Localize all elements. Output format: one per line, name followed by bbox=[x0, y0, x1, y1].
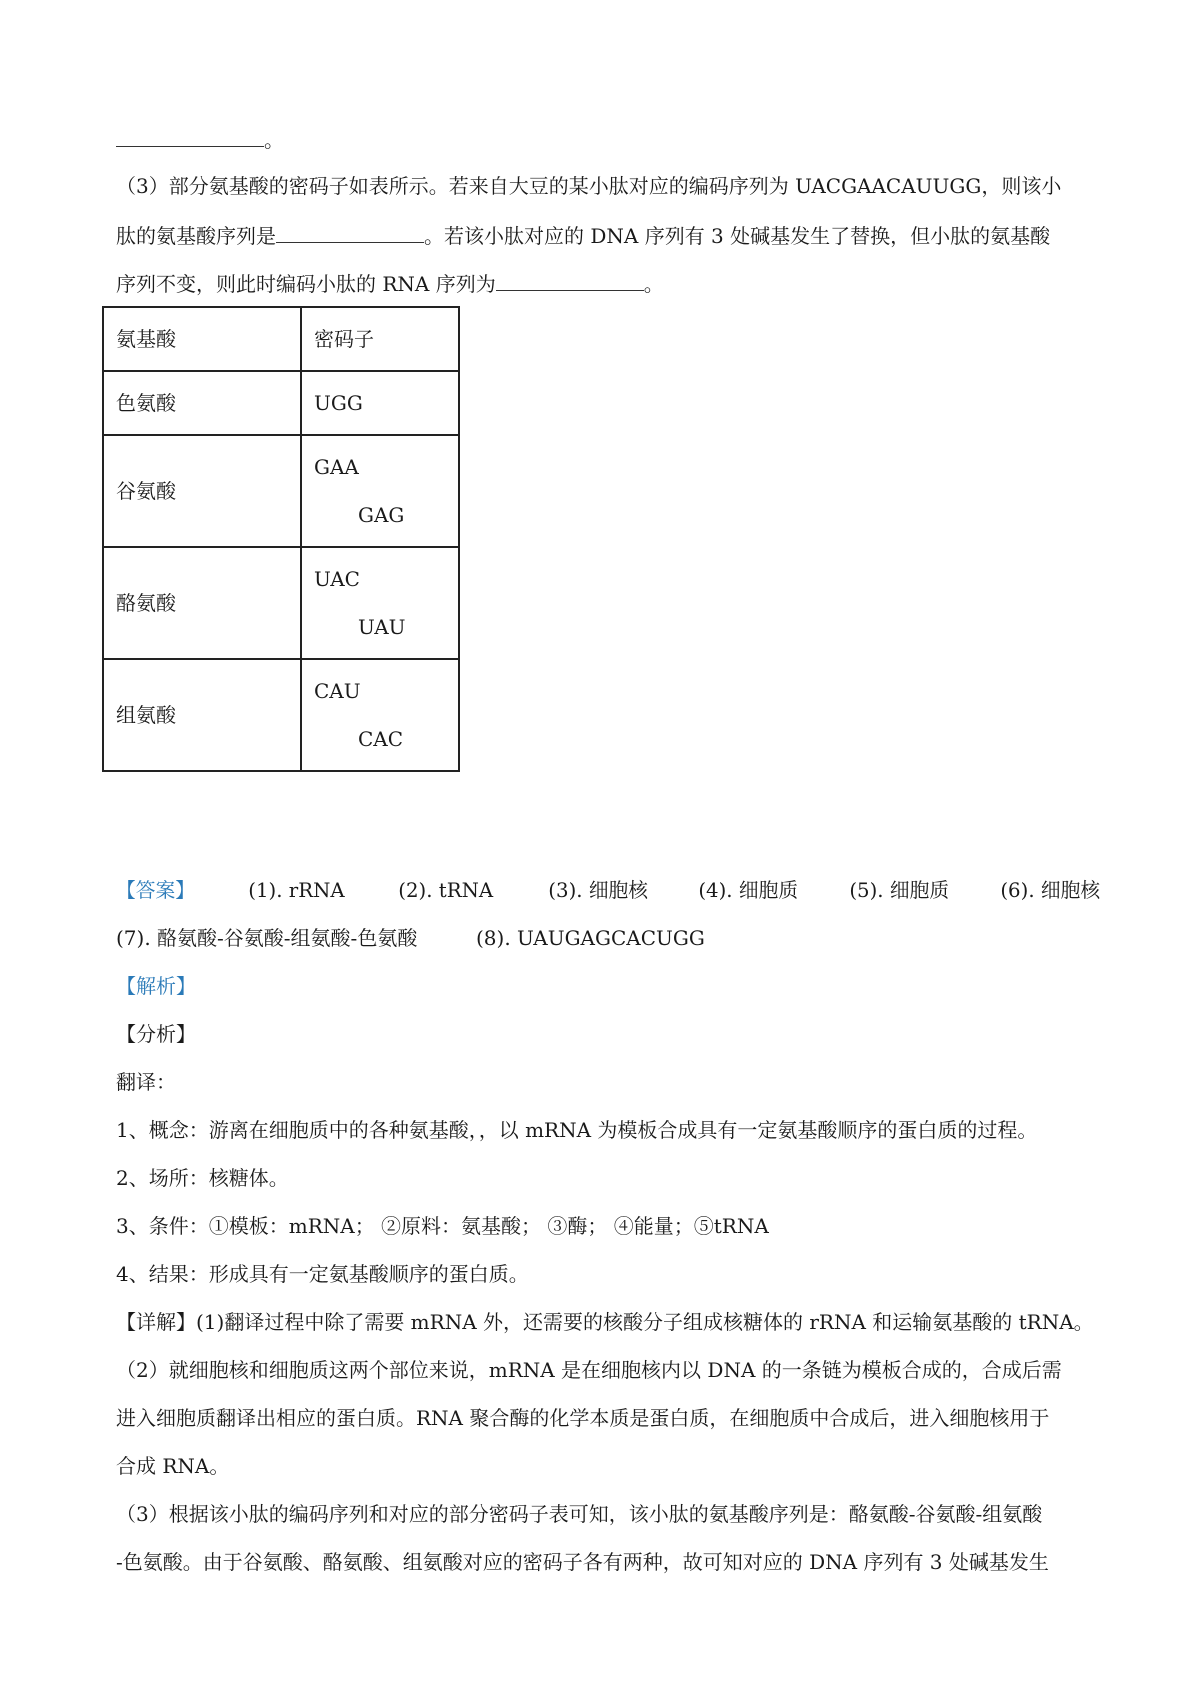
answer-tag: 【答案】 bbox=[116, 878, 195, 902]
punctuation: 。 bbox=[264, 128, 284, 152]
codon-cell bbox=[301, 371, 459, 435]
question-3-line-2 bbox=[116, 220, 1050, 250]
analysis-line: 翻译： bbox=[116, 1070, 176, 1094]
question-3-line-3 bbox=[116, 268, 664, 298]
amino-acid-cell: 谷氨酸 bbox=[103, 435, 301, 547]
table-row bbox=[103, 371, 459, 435]
amino-acid-cell: 色氨酸 bbox=[103, 371, 301, 435]
answer-line-1 bbox=[116, 876, 1101, 904]
detail-line: 进入细胞质翻译出相应的蛋白质。RNA 聚合酶的化学本质是蛋白质，在细胞质中合成后，进入细胞核用于 bbox=[116, 1406, 1050, 1430]
answer-blank bbox=[116, 124, 264, 147]
answer-item: (6). 细胞核 bbox=[1000, 878, 1101, 902]
analysis-tag: 【解析】 bbox=[116, 974, 196, 998]
text: 序列不变，则此时编码小肽的 RNA 序列为 bbox=[116, 272, 496, 296]
text: 。 bbox=[643, 272, 664, 296]
answer-blank bbox=[496, 268, 644, 291]
answer-item: (7). 酪氨酸-谷氨酸-组氨酸-色氨酸 bbox=[116, 926, 418, 950]
detail-line: -色氨酸。由于谷氨酸、酪氨酸、组氨酸对应的密码子各有两种，故可知对应的 DNA 序列有 3 处碱基发生 bbox=[116, 1550, 1049, 1574]
table-row bbox=[103, 659, 459, 771]
codon: UAU bbox=[358, 615, 406, 639]
detail-line: （3）根据该小肽的编码序列和对应的部分密码子表可知，该小肽的氨基酸序列是：酪氨酸-谷氨酸-组氨酸 bbox=[116, 1502, 1043, 1526]
analysis-line: 1、概念：游离在细胞质中的各种氨基酸，，以 mRNA 为模板合成具有一定氨基酸顺序的蛋白质的过程。 bbox=[116, 1118, 1038, 1142]
text: 。若该小肽对应的 DNA 序列有 3 处碱基发生了替换，但小肽的氨基酸 bbox=[424, 224, 1051, 248]
answer-item: (3). 细胞核 bbox=[548, 878, 649, 902]
codon: UGG bbox=[314, 391, 363, 415]
fenxi-tag: 【分析】 bbox=[116, 1022, 196, 1046]
prev-answer-line bbox=[116, 124, 284, 154]
table-header-amino-acid: 氨基酸 bbox=[103, 307, 301, 371]
amino-acid-cell: 酪氨酸 bbox=[103, 547, 301, 659]
detail-line: 合成 RNA。 bbox=[116, 1454, 230, 1478]
codon: CAC bbox=[358, 727, 404, 751]
answer-item: (1). rRNA bbox=[248, 878, 345, 902]
answer-item: (8). UAUGAGCACUGG bbox=[476, 926, 705, 950]
codon: CAU bbox=[314, 679, 361, 703]
codon-cell bbox=[301, 547, 459, 659]
answer-item: (4). 细胞质 bbox=[698, 878, 799, 902]
question-3-line-1: （3）部分氨基酸的密码子如表所示。若来自大豆的某小肽对应的编码序列为 UACGAACAUUGG，则该小 bbox=[116, 174, 1062, 198]
codon: GAA bbox=[314, 455, 359, 479]
answer-item: (2). tRNA bbox=[398, 878, 494, 902]
amino-acid-cell: 组氨酸 bbox=[103, 659, 301, 771]
answer-item: (5). 细胞质 bbox=[849, 878, 950, 902]
table-header-codon: 密码子 bbox=[301, 307, 459, 371]
answer-line-2 bbox=[116, 924, 705, 952]
table-row bbox=[103, 547, 459, 659]
analysis-line: 2、场所：核糖体。 bbox=[116, 1166, 289, 1190]
detail-line: （2）就细胞核和细胞质这两个部位来说，mRNA 是在细胞核内以 DNA 的一条链为模板合成的，合成后需 bbox=[116, 1358, 1062, 1382]
analysis-line: 4、结果：形成具有一定氨基酸顺序的蛋白质。 bbox=[116, 1262, 529, 1286]
detail-line: 【详解】(1)翻译过程中除了需要 mRNA 外，还需要的核酸分子组成核糖体的 rRNA 和运输氨基酸的 tRNA。 bbox=[116, 1310, 1094, 1334]
analysis-line: 3、条件：①模板：mRNA； ②原料：氨基酸； ③酶； ④能量；⑤tRNA bbox=[116, 1214, 769, 1238]
codon: UAC bbox=[314, 567, 360, 591]
codon-cell bbox=[301, 659, 459, 771]
text: 肽的氨基酸序列是 bbox=[116, 224, 276, 248]
codon: GAG bbox=[358, 503, 405, 527]
answer-blank bbox=[276, 220, 424, 243]
codon-cell bbox=[301, 435, 459, 547]
table-row bbox=[103, 435, 459, 547]
table-header-row bbox=[103, 307, 459, 371]
codon-table bbox=[102, 306, 460, 772]
